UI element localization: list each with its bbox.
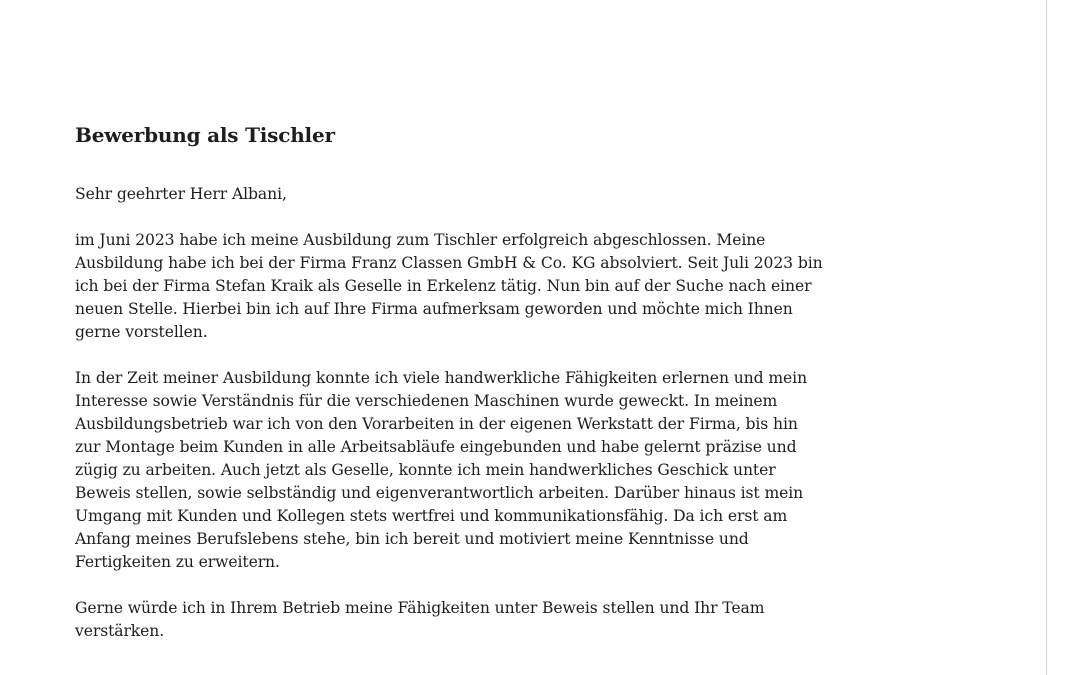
paragraph-line: Fertigkeiten zu erweitern.: [75, 553, 280, 571]
paragraph-line: Anfang meines Berufslebens stehe, bin ich bereit und motiviert meine Kenntnisse und: [75, 530, 749, 548]
paragraph-line: Umgang mit Kunden und Kollegen stets wertfrei und kommunikationsfähig. Da ich erst am: [75, 507, 788, 525]
paragraph-line: neuen Stelle. Hierbei bin ich auf Ihre Firma aufmerksam geworden und möchte mich Ihnen: [75, 300, 793, 318]
paragraph-line: gerne vorstellen.: [75, 323, 208, 341]
paragraph-3: [75, 597, 875, 643]
paragraph-line: zur Montage beim Kunden in alle Arbeitsabläufe eingebunden und habe gelernt präzise und: [75, 438, 797, 456]
paragraph-line: Ausbildungsbetrieb war ich von den Vorarbeiten in der eigenen Werkstatt der Firma, bis hin: [75, 415, 798, 433]
paragraph-line: In der Zeit meiner Ausbildung konnte ich viele handwerkliche Fähigkeiten erlernen und mein: [75, 369, 808, 387]
paragraph-line: Gerne würde ich in Ihrem Betrieb meine Fähigkeiten unter Beweis stellen und Ihr Team: [75, 599, 765, 617]
letter-salutation: Sehr geehrter Herr Albani,: [75, 185, 287, 203]
paragraph-line: Beweis stellen, sowie selbständig und eigenverantwortlich arbeiten. Darüber hinaus ist mein: [75, 484, 804, 502]
paragraph-line: verstärken.: [75, 622, 165, 640]
letter-body: [75, 120, 875, 666]
paragraph-1: [75, 229, 875, 344]
paragraph-line: Ausbildung habe ich bei der Firma Franz Classen GmbH & Co. KG absolviert. Seit Juli 2023 bin: [75, 254, 823, 272]
paragraph-line: Interesse sowie Verständnis für die verschiedenen Maschinen wurde geweckt. In meinem: [75, 392, 778, 410]
paragraph-line: im Juni 2023 habe ich meine Ausbildung zum Tischler erfolgreich abgeschlossen. Meine: [75, 231, 766, 249]
letter-subject: Bewerbung als Tischler: [75, 123, 335, 147]
page-edge-line: [1046, 0, 1047, 675]
paragraph-line: zügig zu arbeiten. Auch jetzt als Geselle, konnte ich mein handwerkliches Geschick unter: [75, 461, 776, 479]
paragraph-2: [75, 367, 875, 574]
paragraph-line: ich bei der Firma Stefan Kraik als Geselle in Erkelenz tätig. Nun bin auf der Suche nach einer: [75, 277, 812, 295]
